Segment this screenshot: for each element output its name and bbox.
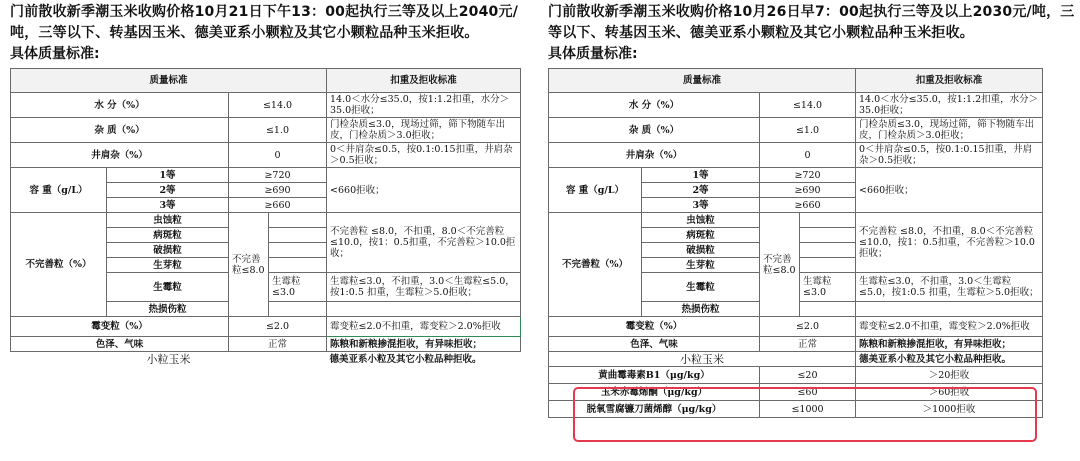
imperfect-label: 不完善粒（%） xyxy=(11,213,107,317)
density-rule: <660拒收； xyxy=(856,168,1043,213)
table-row xyxy=(11,317,521,337)
well-value: 0 xyxy=(229,143,327,168)
impurity-rule: 门检杂质≤3.0，现场过筛，筛下物随车出皮，门检杂质＞3.0拒收； xyxy=(856,118,1043,143)
mold-limit: 生霉粒 ≤3.0 xyxy=(800,273,856,302)
kind-item: 虫蚀粒 xyxy=(642,213,760,228)
color-value: 正常 xyxy=(229,337,327,352)
water-label: 水 分（%） xyxy=(11,93,229,118)
color-rule: 陈粮和新粮掺混拒收，有异味拒收； xyxy=(856,337,1043,352)
kind-item: 虫蚀粒 xyxy=(107,213,229,228)
grade-2: 2等 xyxy=(107,183,229,198)
color-value: 正常 xyxy=(760,337,856,352)
table-row xyxy=(549,118,1043,143)
mold-rule: 生霉粒≤3.0，不扣重，3.0＜生霉粒≤5.0，按1:0.5 扣重，生霉粒＞5.0拒收； xyxy=(856,273,1043,302)
table-row xyxy=(549,93,1043,118)
blank-cell xyxy=(269,243,327,258)
header-standard: 质量标准 xyxy=(11,69,327,93)
water-rule: 14.0＜水分≤35.0，按1:1.2扣重，水分＞35.0拒收； xyxy=(327,93,521,118)
water-rule: 14.0＜水分≤35.0，按1:1.2扣重，水分＞35.0拒收； xyxy=(856,93,1043,118)
grade-1: 1等 xyxy=(642,168,760,183)
density-label: 容 重（g/L） xyxy=(549,168,642,213)
table-row xyxy=(11,93,521,118)
blank-cell xyxy=(269,228,327,243)
table-row xyxy=(549,213,1043,228)
header-deduct: 扣重及拒收标准 xyxy=(856,69,1043,93)
table-row xyxy=(11,168,521,183)
density-label: 容 重（g/L） xyxy=(11,168,107,213)
table-row xyxy=(549,352,1043,367)
impurity-value: ≤1.0 xyxy=(229,118,327,143)
quality-table xyxy=(548,68,1043,418)
table-row xyxy=(549,143,1043,168)
blank-cell xyxy=(269,213,327,228)
well-value: 0 xyxy=(760,143,856,168)
table-header-row xyxy=(549,69,1043,93)
water-label: 水 分（%） xyxy=(549,93,760,118)
quality-standard-heading: 具体质量标准: xyxy=(548,46,638,62)
blank-cell xyxy=(800,213,856,228)
grade-3: 3等 xyxy=(642,198,760,213)
kind-item: 生霉粒 xyxy=(107,273,229,302)
kind-item: 破损粒 xyxy=(107,243,229,258)
blank-cell xyxy=(269,302,327,317)
toxin-value: ≤1000 xyxy=(760,401,856,418)
table-row xyxy=(11,213,521,228)
kind-item: 病斑粒 xyxy=(107,228,229,243)
grade-2: 2等 xyxy=(642,183,760,198)
kind-item: 生芽粒 xyxy=(642,258,760,273)
grade-1-value: ≥720 xyxy=(229,168,327,183)
small-corn-rule: 德美亚系小粒及其它小粒品种拒收。 xyxy=(856,352,1043,367)
table-row xyxy=(11,118,521,143)
blank-cell xyxy=(800,228,856,243)
toxin-value: ≤20 xyxy=(760,367,856,384)
density-rule: <660拒收； xyxy=(327,168,521,213)
table-header-row xyxy=(11,69,521,93)
blank-cell xyxy=(269,258,327,273)
small-corn-rule: 德美亚系小粒及其它小粒品种拒收。 xyxy=(329,353,482,365)
small-corn-label: 小粒玉米 xyxy=(549,352,856,367)
quality-table xyxy=(10,68,521,366)
grade-3: 3等 xyxy=(107,198,229,213)
table-row xyxy=(549,367,1043,384)
grade-1: 1等 xyxy=(107,168,229,183)
table-row xyxy=(549,384,1043,401)
blank-cell xyxy=(856,302,1043,317)
toxin-label: 黄曲霉毒素B1（μg/kg） xyxy=(549,367,760,384)
notice-left xyxy=(10,0,530,366)
toxin-rule: ＞60拒收 xyxy=(856,384,1043,401)
well-rule: 0＜井肩杂≤0.5，按0.1:0.15扣重，井肩杂＞0.5拒收； xyxy=(856,143,1043,168)
blank-cell xyxy=(327,302,521,317)
imperfect-rule: 不完善粒 ≤8.0，不扣重，8.0＜不完善粒≤10.0，按1：0.5扣重，不完善粒＞10.0拒收； xyxy=(327,213,521,273)
notice-right xyxy=(548,0,1076,418)
impurity-value: ≤1.0 xyxy=(760,118,856,143)
moldy-label: 霉变粒（%） xyxy=(549,317,760,337)
table-row xyxy=(549,401,1043,418)
toxin-label: 脱氧雪腐镰刀菌烯醇（μg/kg） xyxy=(549,401,760,418)
header-deduct: 扣重及拒收标准 xyxy=(327,69,521,93)
table-row xyxy=(11,352,521,367)
notice-title: 门前散收新季潮玉米收购价格10月26日早7：00起执行三等及以上2030元/吨，三等以下、转基因玉米、德美亚系小颗粒及其它小颗粒品种玉米拒收。 xyxy=(548,4,1075,41)
kind-item: 热损伤粒 xyxy=(642,302,760,317)
moldy-label: 霉变粒（%） xyxy=(11,317,229,337)
toxin-rule: ＞20拒收 xyxy=(856,367,1043,384)
mold-limit: 生霉粒 ≤3.0 xyxy=(269,273,327,302)
mold-rule: 生霉粒≤3.0，不扣重，3.0＜生霉粒≤5.0，按1:0.5 扣重，生霉粒＞5.0拒收； xyxy=(327,273,521,302)
toxin-value: ≤60 xyxy=(760,384,856,401)
color-label: 色泽、气味 xyxy=(11,337,229,352)
impurity-label: 杂 质（%） xyxy=(11,118,229,143)
notice-title: 门前散收新季潮玉米收购价格10月21日下午13：00起执行三等及以上2040元/吨，三等以下、转基因玉米、德美亚系小颗粒及其它小颗粒品种玉米拒收。 xyxy=(10,4,519,41)
table-row xyxy=(11,337,521,352)
toxin-rule: ＞1000拒收 xyxy=(856,401,1043,418)
grade-3-value: ≥660 xyxy=(229,198,327,213)
moldy-value: ≤2.0 xyxy=(760,317,856,337)
blank-cell xyxy=(800,258,856,273)
impurity-rule: 门检杂质≤3.0，现场过筛，筛下物随车出皮，门检杂质＞3.0拒收； xyxy=(327,118,521,143)
well-label: 井肩杂（%） xyxy=(11,143,229,168)
grade-3-value: ≥660 xyxy=(760,198,856,213)
quality-standard-heading: 具体质量标准: xyxy=(10,46,100,62)
imperfect-limit: 不完善粒≤8.0 xyxy=(760,213,800,317)
table-row xyxy=(549,317,1043,337)
water-value: ≤14.0 xyxy=(760,93,856,118)
toxin-label: 玉米赤霉烯酮（μg/kg） xyxy=(549,384,760,401)
impurity-label: 杂 质（%） xyxy=(549,118,760,143)
grade-2-value: ≥690 xyxy=(229,183,327,198)
table-row xyxy=(549,168,1043,183)
kind-item: 生芽粒 xyxy=(107,258,229,273)
kind-item: 破损粒 xyxy=(642,243,760,258)
blank-cell xyxy=(800,302,856,317)
well-rule: 0＜井肩杂≤0.5，按0.1:0.15扣重，井肩杂＞0.5拒收； xyxy=(327,143,521,168)
table-row xyxy=(11,143,521,168)
blank-cell xyxy=(800,243,856,258)
moldy-rule: 霉变粒≤2.0不扣重，霉变粒＞2.0%拒收 xyxy=(856,317,1043,337)
kind-item: 生霉粒 xyxy=(642,273,760,302)
well-label: 井肩杂（%） xyxy=(549,143,760,168)
kind-item: 病斑粒 xyxy=(642,228,760,243)
imperfect-limit: 不完善粒≤8.0 xyxy=(229,213,269,317)
imperfect-label: 不完善粒（%） xyxy=(549,213,642,317)
grade-2-value: ≥690 xyxy=(760,183,856,198)
kind-item: 热损伤粒 xyxy=(107,302,229,317)
header-standard: 质量标准 xyxy=(549,69,856,93)
moldy-value: ≤2.0 xyxy=(229,317,327,337)
color-label: 色泽、气味 xyxy=(549,337,760,352)
grade-1-value: ≥720 xyxy=(760,168,856,183)
water-value: ≤14.0 xyxy=(229,93,327,118)
imperfect-rule: 不完善粒 ≤8.0，不扣重，8.0＜不完善粒≤10.0，按1：0.5扣重，不完善粒＞10.0拒收； xyxy=(856,213,1043,273)
small-corn-label: 小粒玉米 xyxy=(146,352,191,366)
moldy-rule: 霉变粒≤2.0不扣重，霉变粒＞2.0%拒收 xyxy=(327,317,521,337)
table-row xyxy=(549,337,1043,352)
color-rule: 陈粮和新粮掺混拒收，有异味拒收； xyxy=(327,337,521,352)
